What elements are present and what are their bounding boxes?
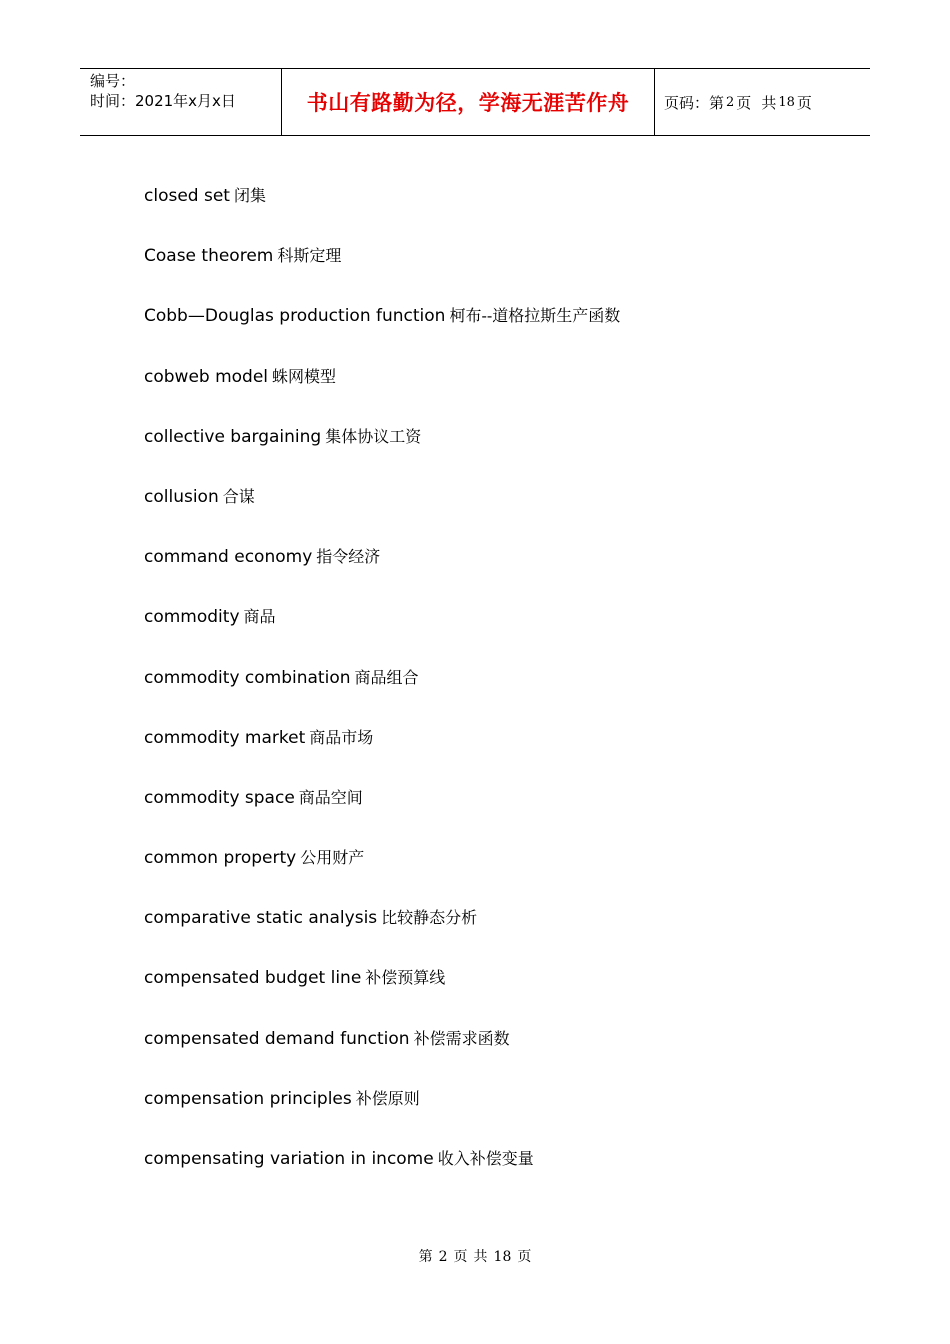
- page-header: [80, 68, 870, 136]
- header-meta: [80, 69, 281, 135]
- footer-prefix: 第: [418, 1249, 433, 1265]
- glossary-entry: [144, 244, 620, 304]
- entry-term-zh: 补偿预算线: [365, 968, 446, 988]
- entry-term-zh: 补偿需求函数: [413, 1028, 510, 1048]
- entry-term-en: command economy: [144, 547, 313, 568]
- entry-term-en: compensation principles: [144, 1088, 352, 1109]
- entry-term-zh: 蛛网模型: [272, 366, 337, 386]
- glossary-entry: [144, 425, 620, 485]
- footer-total-label: 共: [473, 1249, 488, 1265]
- page-total-unit: 页: [796, 93, 812, 112]
- document-number-label: 编号：: [90, 72, 136, 90]
- glossary-entry: [144, 906, 620, 966]
- page-total: 18: [778, 94, 795, 110]
- glossary-entry: [144, 786, 620, 846]
- entry-term-en: commodity market: [144, 727, 306, 748]
- entry-term-zh: 比较静态分析: [381, 908, 478, 928]
- glossary-entry: [144, 304, 620, 364]
- entry-term-zh: 商品组合: [354, 667, 419, 687]
- glossary-entry: [144, 605, 620, 665]
- entry-term-en: common property: [144, 848, 297, 869]
- footer-unit: 页: [453, 1249, 468, 1265]
- entry-term-en: closed set: [144, 186, 230, 206]
- page-label: 页码：第: [664, 93, 725, 112]
- glossary-entry: [144, 846, 620, 906]
- header-page-indicator: [655, 69, 870, 135]
- page-unit: 页: [736, 93, 752, 112]
- entry-term-en: commodity space: [144, 787, 295, 808]
- entry-term-zh: 补偿原则: [355, 1088, 420, 1108]
- glossary-entry: [144, 666, 620, 726]
- entry-term-zh: 指令经济: [316, 547, 381, 567]
- document-date: 时间：2021年x月x日: [90, 92, 236, 110]
- glossary-entry: [144, 545, 620, 605]
- glossary-entry: [144, 1147, 620, 1207]
- entry-term-en: collusion: [144, 486, 219, 507]
- glossary-entry: [144, 726, 620, 786]
- glossary-entry: [144, 485, 620, 545]
- entry-term-en: cobweb model: [144, 366, 269, 387]
- entry-term-en: collective bargaining: [144, 426, 322, 447]
- entry-term-en: comparative static analysis: [144, 908, 378, 929]
- glossary-entry: [144, 1027, 620, 1087]
- entry-term-en: Cobb—Douglas production function: [144, 306, 446, 327]
- entry-term-en: compensated budget line: [144, 968, 362, 989]
- glossary-entry: [144, 184, 620, 244]
- entry-term-zh: 收入补偿变量: [437, 1149, 534, 1168]
- footer-current-page: 2: [438, 1249, 448, 1265]
- entry-term-zh: 商品空间: [298, 787, 363, 807]
- page-footer: [0, 1246, 950, 1266]
- entry-term-zh: 合谋: [222, 486, 255, 506]
- entry-term-zh: 公用财产: [300, 848, 365, 868]
- glossary-entry: [144, 365, 620, 425]
- footer-total-pages: 18: [493, 1249, 512, 1265]
- entry-term-en: commodity: [144, 607, 240, 628]
- entry-term-zh: 商品: [243, 607, 276, 627]
- entry-term-zh: 柯布--道格拉斯生产函数: [449, 306, 621, 326]
- entry-term-zh: 商品市场: [309, 727, 374, 747]
- footer-total-unit: 页: [517, 1249, 532, 1265]
- entry-term-en: Coase theorem: [144, 246, 274, 267]
- page-current: 2: [726, 94, 735, 110]
- entry-term-en: commodity combination: [144, 667, 351, 688]
- glossary-entry: [144, 966, 620, 1026]
- page-total-label: 共: [761, 93, 777, 112]
- glossary-entry: [144, 1087, 620, 1147]
- entry-term-zh: 集体协议工资: [325, 426, 422, 446]
- entry-term-en: compensating variation in income: [144, 1149, 434, 1169]
- header-motto: 书山有路勤为径，学海无涯苦作舟: [281, 69, 655, 135]
- entry-term-zh: 科斯定理: [277, 246, 342, 266]
- glossary-list: [144, 184, 620, 1207]
- entry-term-en: compensated demand function: [144, 1028, 410, 1049]
- entry-term-zh: 闭集: [233, 186, 266, 205]
